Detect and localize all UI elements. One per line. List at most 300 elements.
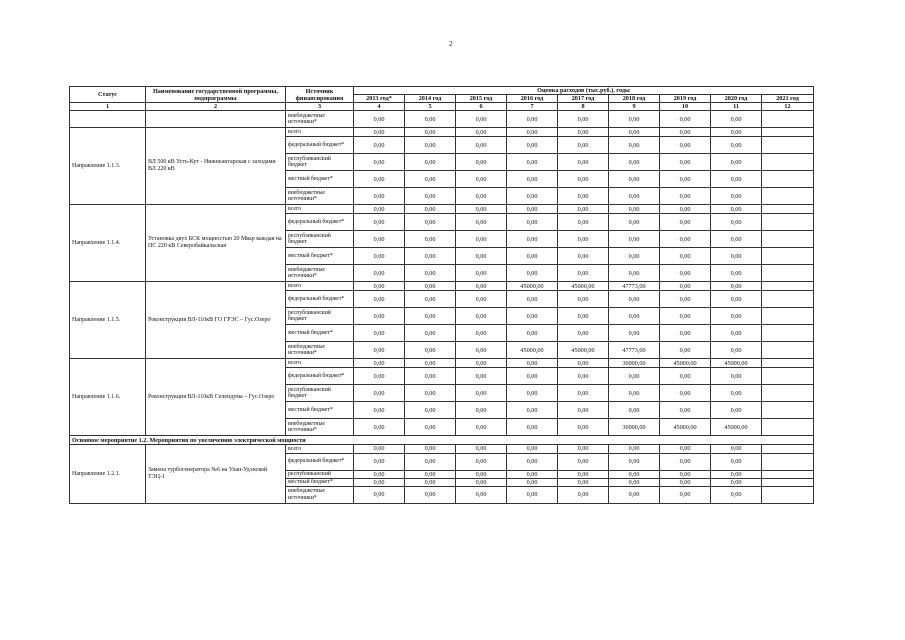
value-cell: 0,00 — [354, 308, 405, 325]
value-cell: 0,00 — [660, 470, 711, 478]
value-cell: 0,00 — [405, 188, 456, 205]
source-cell: республиканский бюджет — [286, 231, 354, 248]
value-cell — [762, 282, 814, 291]
value-cell — [762, 385, 814, 402]
value-cell — [762, 308, 814, 325]
value-cell: 0,00 — [660, 154, 711, 171]
value-cell: 0,00 — [354, 137, 405, 154]
value-cell: 0,00 — [609, 171, 660, 188]
value-cell: 0,00 — [711, 137, 762, 154]
value-cell: 0,00 — [354, 470, 405, 478]
value-cell: 0,00 — [456, 111, 507, 128]
header-col-number: 10 — [660, 103, 711, 111]
value-cell: 0,00 — [609, 486, 660, 503]
value-cell — [762, 402, 814, 419]
value-cell: 0,00 — [507, 171, 558, 188]
header-year: 2021 год — [762, 95, 814, 103]
value-cell: 0,00 — [354, 111, 405, 128]
value-cell: 0,00 — [609, 325, 660, 342]
value-cell: 0,00 — [609, 445, 660, 453]
value-cell — [762, 453, 814, 470]
value-cell — [762, 137, 814, 154]
value-cell: 0,00 — [507, 265, 558, 282]
source-cell: внебюджетные источники* — [286, 265, 354, 282]
value-cell: 0,00 — [609, 368, 660, 385]
value-cell — [762, 419, 814, 436]
value-cell: 0,00 — [405, 308, 456, 325]
value-cell: 0,00 — [456, 486, 507, 503]
value-cell: 0,00 — [711, 445, 762, 453]
value-cell: 0,00 — [405, 470, 456, 478]
value-cell: 0,00 — [660, 214, 711, 231]
source-cell: республиканский бюджет — [286, 385, 354, 402]
value-cell: 0,00 — [711, 154, 762, 171]
value-cell: 0,00 — [660, 486, 711, 503]
source-cell: федеральный бюджет* — [286, 453, 354, 470]
value-cell: 0,00 — [456, 188, 507, 205]
header-status: Статус — [70, 87, 146, 103]
value-cell: 0,00 — [660, 385, 711, 402]
status-cell — [70, 111, 146, 128]
value-cell: 0,00 — [711, 248, 762, 265]
status-cell: Направление 1.1.5. — [70, 282, 146, 359]
value-cell: 0,00 — [711, 385, 762, 402]
value-cell: 0,00 — [456, 214, 507, 231]
value-cell: 0,00 — [711, 291, 762, 308]
value-cell: 47773,00 — [609, 342, 660, 359]
value-cell: 0,00 — [456, 291, 507, 308]
value-cell: 0,00 — [558, 171, 609, 188]
source-cell: республиканский — [286, 470, 354, 478]
value-cell: 0,00 — [609, 214, 660, 231]
value-cell: 0,00 — [660, 402, 711, 419]
value-cell: 0,00 — [558, 154, 609, 171]
value-cell: 0,00 — [660, 368, 711, 385]
value-cell: 0,00 — [711, 478, 762, 486]
value-cell: 0,00 — [609, 470, 660, 478]
value-cell: 0,00 — [507, 325, 558, 342]
source-cell: федеральный бюджет* — [286, 214, 354, 231]
value-cell: 0,00 — [609, 291, 660, 308]
value-cell: 0,00 — [354, 368, 405, 385]
value-cell: 0,00 — [405, 291, 456, 308]
value-cell: 0,00 — [660, 445, 711, 453]
value-cell: 0,00 — [507, 402, 558, 419]
value-cell: 0,00 — [711, 282, 762, 291]
header-col-number: 11 — [711, 103, 762, 111]
value-cell: 0,00 — [456, 453, 507, 470]
status-cell: Направление 1.1.4. — [70, 205, 146, 282]
value-cell: 0,00 — [405, 282, 456, 291]
value-cell: 0,00 — [507, 308, 558, 325]
header-col-number: 9 — [609, 103, 660, 111]
value-cell: 0,00 — [456, 205, 507, 214]
value-cell: 0,00 — [354, 265, 405, 282]
status-cell: Направление 1.1.3. — [70, 128, 146, 205]
value-cell: 0,00 — [660, 137, 711, 154]
value-cell: 0,00 — [507, 137, 558, 154]
page-number: 2 — [449, 40, 453, 48]
header-name: Наименование государственной программы, подпрограммы — [146, 87, 286, 103]
value-cell: 0,00 — [507, 111, 558, 128]
value-cell: 0,00 — [660, 291, 711, 308]
value-cell: 0,00 — [558, 445, 609, 453]
value-cell: 0,00 — [456, 478, 507, 486]
value-cell: 0,00 — [507, 385, 558, 402]
value-cell: 0,00 — [405, 486, 456, 503]
value-cell: 0,00 — [558, 291, 609, 308]
value-cell: 0,00 — [711, 171, 762, 188]
value-cell: 0,00 — [660, 342, 711, 359]
value-cell: 0,00 — [507, 470, 558, 478]
value-cell: 0,00 — [558, 385, 609, 402]
value-cell: 0,00 — [711, 342, 762, 359]
value-cell: 0,00 — [558, 188, 609, 205]
source-cell: федеральный бюджет* — [286, 137, 354, 154]
value-cell: 0,00 — [405, 325, 456, 342]
value-cell: 0,00 — [456, 402, 507, 419]
value-cell: 0,00 — [660, 205, 711, 214]
source-cell: федеральный бюджет* — [286, 368, 354, 385]
header-year: 2014 год — [405, 95, 456, 103]
value-cell: 0,00 — [405, 342, 456, 359]
table-row — [70, 205, 814, 214]
value-cell: 0,00 — [354, 486, 405, 503]
value-cell: 0,00 — [609, 154, 660, 171]
value-cell: 0,00 — [456, 385, 507, 402]
value-cell: 0,00 — [405, 265, 456, 282]
value-cell: 0,00 — [456, 470, 507, 478]
value-cell: 0,00 — [354, 291, 405, 308]
value-cell — [762, 486, 814, 503]
value-cell: 0,00 — [558, 470, 609, 478]
source-cell: местный бюджет* — [286, 325, 354, 342]
value-cell: 0,00 — [354, 342, 405, 359]
source-cell: всего — [286, 359, 354, 368]
value-cell: 0,00 — [456, 128, 507, 137]
value-cell: 0,00 — [507, 205, 558, 214]
value-cell: 0,00 — [354, 282, 405, 291]
header-source: Источник финансирования — [286, 87, 354, 103]
value-cell: 0,00 — [711, 325, 762, 342]
source-cell: всего — [286, 445, 354, 453]
header-col-number: 5 — [405, 103, 456, 111]
value-cell: 0,00 — [558, 205, 609, 214]
value-cell: 0,00 — [507, 419, 558, 436]
value-cell: 0,00 — [660, 171, 711, 188]
value-cell: 0,00 — [558, 248, 609, 265]
value-cell: 0,00 — [711, 470, 762, 478]
value-cell — [762, 478, 814, 486]
value-cell: 0,00 — [558, 111, 609, 128]
value-cell: 0,00 — [558, 478, 609, 486]
value-cell: 30000,00 — [609, 419, 660, 436]
value-cell: 0,00 — [405, 154, 456, 171]
value-cell: 0,00 — [609, 188, 660, 205]
value-cell: 0,00 — [711, 111, 762, 128]
value-cell: 45000,00 — [507, 282, 558, 291]
table-row — [70, 128, 814, 137]
value-cell — [762, 128, 814, 137]
value-cell: 0,00 — [711, 402, 762, 419]
value-cell: 0,00 — [354, 402, 405, 419]
value-cell: 0,00 — [456, 368, 507, 385]
value-cell: 45000,00 — [660, 419, 711, 436]
value-cell: 0,00 — [711, 214, 762, 231]
value-cell: 0,00 — [405, 368, 456, 385]
source-cell: внебюджетные источники* — [286, 188, 354, 205]
source-cell: всего — [286, 282, 354, 291]
value-cell: 0,00 — [456, 342, 507, 359]
value-cell: 0,00 — [405, 478, 456, 486]
value-cell: 0,00 — [405, 248, 456, 265]
value-cell: 0,00 — [354, 478, 405, 486]
value-cell: 0,00 — [558, 359, 609, 368]
value-cell: 0,00 — [609, 453, 660, 470]
status-cell: Направление 1.2.1. — [70, 445, 146, 503]
header-estimate: Оценка расходов (тыс.руб.), годы — [354, 87, 814, 95]
value-cell: 0,00 — [354, 359, 405, 368]
value-cell — [762, 291, 814, 308]
value-cell: 0,00 — [558, 308, 609, 325]
value-cell — [762, 154, 814, 171]
section-title: Основное мероприятие 1.2. Мероприятия по увеличению электрической мощности — [70, 436, 814, 445]
status-cell: Направление 1.1.6. — [70, 359, 146, 436]
value-cell: 0,00 — [609, 385, 660, 402]
value-cell: 0,00 — [660, 478, 711, 486]
value-cell: 0,00 — [609, 137, 660, 154]
value-cell: 0,00 — [609, 402, 660, 419]
value-cell: 0,00 — [456, 325, 507, 342]
value-cell — [762, 171, 814, 188]
value-cell: 0,00 — [507, 478, 558, 486]
value-cell: 0,00 — [405, 231, 456, 248]
value-cell: 45000,00 — [711, 419, 762, 436]
value-cell: 0,00 — [558, 368, 609, 385]
value-cell: 0,00 — [405, 205, 456, 214]
header-col-number: 1 — [70, 103, 146, 111]
value-cell: 0,00 — [609, 308, 660, 325]
value-cell — [762, 359, 814, 368]
value-cell — [762, 342, 814, 359]
value-cell: 0,00 — [507, 368, 558, 385]
source-cell: всего — [286, 205, 354, 214]
value-cell — [762, 368, 814, 385]
value-cell: 0,00 — [660, 325, 711, 342]
value-cell: 0,00 — [354, 231, 405, 248]
name-cell: Реконструкция ВЛ-110кВ ГО ГРЭС – Гус.Озеро — [146, 282, 286, 359]
value-cell: 0,00 — [507, 188, 558, 205]
value-cell: 0,00 — [507, 445, 558, 453]
header-year: 2019 год — [660, 95, 711, 103]
header-col-number: 7 — [507, 103, 558, 111]
value-cell: 0,00 — [609, 478, 660, 486]
header-year: 2017 год — [558, 95, 609, 103]
value-cell: 0,00 — [405, 359, 456, 368]
value-cell: 0,00 — [711, 308, 762, 325]
value-cell: 0,00 — [354, 214, 405, 231]
value-cell: 0,00 — [558, 453, 609, 470]
value-cell: 0,00 — [660, 282, 711, 291]
header-year: 2016 год — [507, 95, 558, 103]
value-cell: 0,00 — [456, 265, 507, 282]
value-cell: 0,00 — [456, 445, 507, 453]
value-cell: 0,00 — [405, 111, 456, 128]
table-row — [70, 111, 814, 128]
value-cell: 45000,00 — [507, 342, 558, 359]
value-cell: 0,00 — [456, 154, 507, 171]
source-cell: республиканский бюджет — [286, 154, 354, 171]
value-cell — [762, 214, 814, 231]
value-cell — [762, 470, 814, 478]
name-cell: ВЛ 500 кВ Усть-Кут - Нижнеангарская с заходами ВЛ 220 кВ — [146, 128, 286, 205]
value-cell: 30000,00 — [609, 359, 660, 368]
value-cell — [762, 188, 814, 205]
value-cell: 0,00 — [711, 368, 762, 385]
value-cell — [762, 445, 814, 453]
value-cell: 0,00 — [507, 453, 558, 470]
header-col-number: 8 — [558, 103, 609, 111]
value-cell: 0,00 — [558, 486, 609, 503]
value-cell: 0,00 — [660, 308, 711, 325]
value-cell: 0,00 — [558, 214, 609, 231]
header-year: 2013 год* — [354, 95, 405, 103]
value-cell: 0,00 — [405, 385, 456, 402]
header-col-number: 4 — [354, 103, 405, 111]
value-cell — [762, 205, 814, 214]
source-cell: местный бюджет* — [286, 478, 354, 486]
name-cell — [146, 111, 286, 128]
value-cell: 0,00 — [558, 419, 609, 436]
value-cell — [762, 231, 814, 248]
value-cell: 0,00 — [558, 231, 609, 248]
budget-table — [69, 86, 814, 504]
source-cell: местный бюджет* — [286, 248, 354, 265]
value-cell: 0,00 — [660, 231, 711, 248]
value-cell: 0,00 — [660, 265, 711, 282]
value-cell: 0,00 — [660, 248, 711, 265]
name-cell: Реконструкция ВЛ-110кВ Селендума – Гус.Озеро — [146, 359, 286, 436]
value-cell: 0,00 — [405, 214, 456, 231]
value-cell: 0,00 — [405, 445, 456, 453]
value-cell: 0,00 — [507, 128, 558, 137]
value-cell: 0,00 — [609, 231, 660, 248]
value-cell: 0,00 — [660, 111, 711, 128]
value-cell: 0,00 — [456, 248, 507, 265]
value-cell: 0,00 — [354, 385, 405, 402]
header-col-number: 6 — [456, 103, 507, 111]
source-cell: внебюджетные источники* — [286, 111, 354, 128]
table-row — [70, 359, 814, 368]
header-col-number: 12 — [762, 103, 814, 111]
value-cell: 0,00 — [405, 128, 456, 137]
value-cell: 0,00 — [456, 359, 507, 368]
value-cell: 0,00 — [711, 128, 762, 137]
value-cell: 0,00 — [711, 265, 762, 282]
table-row — [70, 282, 814, 291]
value-cell: 0,00 — [354, 453, 405, 470]
value-cell: 0,00 — [405, 402, 456, 419]
value-cell: 0,00 — [354, 325, 405, 342]
value-cell: 0,00 — [354, 188, 405, 205]
value-cell: 0,00 — [405, 137, 456, 154]
value-cell: 0,00 — [711, 453, 762, 470]
header-year: 2020 год — [711, 95, 762, 103]
value-cell — [762, 325, 814, 342]
value-cell: 0,00 — [507, 248, 558, 265]
value-cell: 0,00 — [660, 453, 711, 470]
value-cell: 0,00 — [558, 128, 609, 137]
value-cell: 0,00 — [456, 231, 507, 248]
value-cell: 45000,00 — [558, 282, 609, 291]
source-cell: федеральный бюджет* — [286, 291, 354, 308]
value-cell: 0,00 — [456, 171, 507, 188]
value-cell: 45000,00 — [558, 342, 609, 359]
value-cell: 0,00 — [609, 248, 660, 265]
value-cell: 0,00 — [507, 291, 558, 308]
name-cell: Замена турбогенератора №6 на Улан-Удэнской ТЭЦ-1 — [146, 445, 286, 503]
header-col-number: 3 — [286, 103, 354, 111]
source-cell: республиканский бюджет — [286, 308, 354, 325]
value-cell: 0,00 — [558, 137, 609, 154]
header-year: 2018 год — [609, 95, 660, 103]
value-cell: 0,00 — [711, 205, 762, 214]
value-cell: 0,00 — [456, 137, 507, 154]
value-cell: 0,00 — [609, 265, 660, 282]
value-cell — [762, 111, 814, 128]
value-cell: 0,00 — [405, 419, 456, 436]
value-cell: 0,00 — [711, 231, 762, 248]
value-cell: 0,00 — [660, 128, 711, 137]
source-cell: местный бюджет* — [286, 402, 354, 419]
source-cell: внебюджетные источники* — [286, 419, 354, 436]
section-row — [70, 436, 814, 445]
value-cell: 0,00 — [354, 445, 405, 453]
value-cell: 0,00 — [558, 265, 609, 282]
value-cell: 0,00 — [354, 154, 405, 171]
value-cell: 0,00 — [354, 248, 405, 265]
value-cell: 0,00 — [405, 453, 456, 470]
table-row — [70, 445, 814, 453]
value-cell: 0,00 — [660, 188, 711, 205]
source-cell: местный бюджет* — [286, 171, 354, 188]
value-cell: 0,00 — [558, 325, 609, 342]
value-cell: 0,00 — [507, 231, 558, 248]
value-cell: 0,00 — [456, 308, 507, 325]
source-cell: всего — [286, 128, 354, 137]
value-cell: 0,00 — [354, 205, 405, 214]
value-cell: 0,00 — [609, 111, 660, 128]
value-cell — [762, 248, 814, 265]
value-cell: 0,00 — [558, 402, 609, 419]
value-cell: 0,00 — [609, 128, 660, 137]
value-cell: 0,00 — [405, 171, 456, 188]
value-cell: 0,00 — [456, 419, 507, 436]
value-cell: 45000,00 — [660, 359, 711, 368]
value-cell — [762, 265, 814, 282]
source-cell: внебюджетные источники* — [286, 486, 354, 503]
value-cell: 0,00 — [507, 154, 558, 171]
value-cell: 45000,00 — [711, 359, 762, 368]
value-cell: 0,00 — [711, 188, 762, 205]
header-year: 2015 год — [456, 95, 507, 103]
value-cell: 47773,00 — [609, 282, 660, 291]
value-cell: 0,00 — [507, 486, 558, 503]
name-cell: Установка двух БСК мощностью 20 Мвар каждая на ПС 220 кВ Северобайкальская — [146, 205, 286, 282]
source-cell: внебюджетные источники* — [286, 342, 354, 359]
value-cell: 0,00 — [711, 486, 762, 503]
value-cell: 0,00 — [507, 214, 558, 231]
